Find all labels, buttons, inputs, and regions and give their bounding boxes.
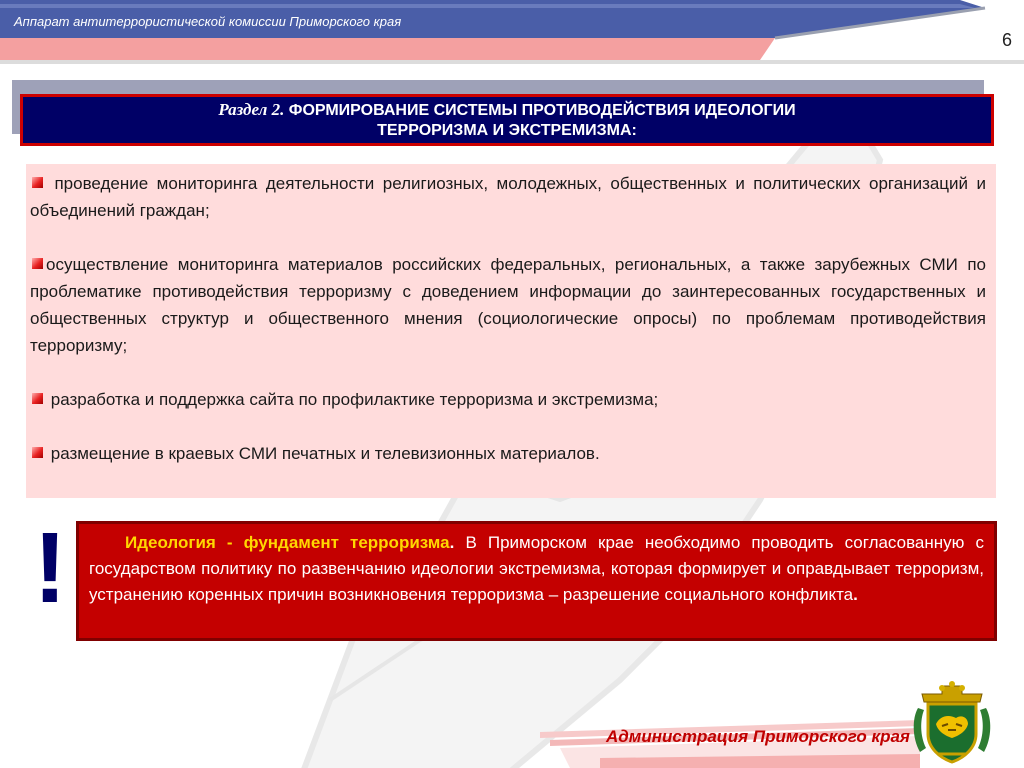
header-title: Аппарат антитеррористической комиссии Приморского края bbox=[14, 14, 402, 29]
primorsky-coat-of-arms-icon bbox=[912, 678, 992, 766]
bullet-text: проведение мониторинга деятельности религиозных, молодежных, общественных и политических организаций и объединений граждан; bbox=[30, 174, 986, 220]
red-square-bullet-icon bbox=[32, 177, 43, 188]
bullets-panel bbox=[26, 164, 996, 498]
footer-text: Администрация Приморского края bbox=[606, 727, 910, 746]
red-square-bullet-icon bbox=[32, 393, 43, 404]
list-item bbox=[30, 386, 986, 413]
list-item bbox=[30, 251, 986, 359]
bullet-text: размещение в краевых СМИ печатных и телевизионных материалов. bbox=[50, 444, 600, 463]
bullet-text: осуществление мониторинга материалов российских федеральных, региональных, а также зарубежных СМИ по проблематике противодействия терроризму с доведением информации до заинтересованных государственных и общественных структур и общественного мнения (социологические опросы) по проблемам противодействия терроризму; bbox=[30, 255, 986, 355]
ideology-text: В Приморском крае необходимо проводить согласованную с государством политику по развенчанию идеологии экстремизма, которая формирует и оправдывает терроризм, устранению коренных причин возникновения терроризма – разрешение социального конфликта bbox=[89, 533, 984, 604]
red-square-bullet-icon bbox=[32, 258, 43, 269]
header-band bbox=[0, 0, 1024, 64]
section-title bbox=[20, 94, 994, 146]
section-title-line1 bbox=[23, 100, 991, 121]
highlight-period: . bbox=[449, 533, 455, 552]
exclamation-icon: ! bbox=[33, 512, 67, 624]
ideology-note bbox=[76, 521, 997, 641]
bullet-text: разработка и поддержка сайта по профилактике терроризма и экстремизма; bbox=[50, 390, 659, 409]
section-title-text-1: ФОРМИРОВАНИЕ СИСТЕМЫ ПРОТИВОДЕЙСТВИЯ ИДЕОЛОГИИ bbox=[288, 102, 796, 119]
red-square-bullet-icon bbox=[32, 447, 43, 458]
section-title-line2: ТЕРРОРИЗМА И ЭКСТРЕМИЗМА: bbox=[377, 122, 637, 139]
list-item bbox=[30, 440, 986, 467]
list-item bbox=[30, 170, 986, 224]
page-number: 6 bbox=[1001, 30, 1012, 50]
final-period: . bbox=[853, 585, 858, 604]
section-prefix-dot: . bbox=[280, 100, 285, 119]
ideology-highlight: Идеология - фундамент терроризма bbox=[125, 533, 450, 552]
section-prefix: Раздел 2 bbox=[218, 100, 281, 119]
